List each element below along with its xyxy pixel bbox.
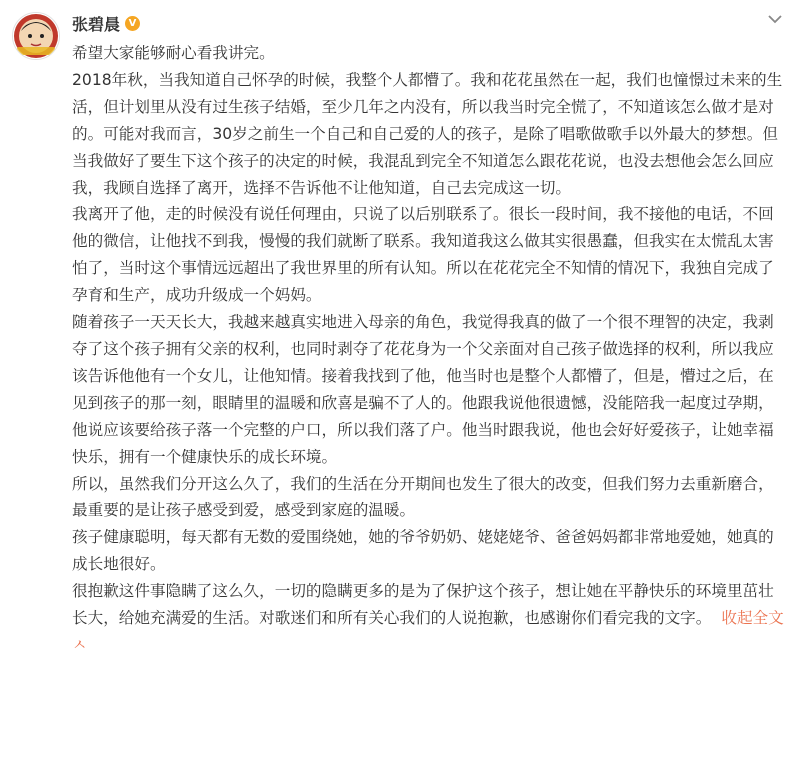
- post-paragraph-last: [72, 578, 786, 659]
- author-name[interactable]: 张碧晨: [72, 15, 121, 34]
- avatar-image: [13, 13, 59, 59]
- post-body: [72, 40, 786, 659]
- post-paragraph: 我离开了他，走的时候没有说任何理由，只说了以后别联系了。很长一段时间，我不接他的电话，不回他的微信，让他找不到我，慢慢的我们就断了联系。我知道我这么做其实很愚蠢，但我实在太慌乱太害怕了，当时这个事情远远超出了我世界里的所有认知。所以在花花完全不知情的情况下，我独自完成了孕育和生产，成功升级成一个妈妈。: [72, 205, 774, 305]
- post-paragraph-text: 很抱歉这件事隐瞒了这么久，一切的隐瞒更多的是为了保护这个孩子，想让她在平静快乐的环境里茁壮长大，给她充满爱的生活。对歌迷们和所有关心我们的人说抱歉，也感谢你们看完我的文字。: [72, 582, 774, 628]
- post-paragraph: 孩子健康聪明，每天都有无数的爱围绕她，她的爷爷奶奶、姥姥姥爷、爸爸妈妈都非常地爱她，她真的成长地很好。: [72, 528, 774, 574]
- collapse-label: 收起全文: [721, 609, 784, 628]
- post-paragraph: 所以，虽然我们分开这么久了，我们的生活在分开期间也发生了很大的改变，但我们努力去重新磨合，最重要的是让孩子感受到爱，感受到家庭的温暖。: [72, 474, 774, 520]
- chevron-down-icon[interactable]: [768, 14, 782, 24]
- post-paragraph: 希望大家能够耐心看我讲完。: [72, 44, 275, 62]
- collapse-arrow-icon: ㅅ: [72, 635, 88, 654]
- post-paragraph: 2018年秋，当我知道自己怀孕的时候，我整个人都懵了。我和花花虽然在一起，我们也憧憬过未来的生活，但计划里从没有过生孩子结婚，至少几年之内没有，所以我当时完全慌了，不知道该怎么做才是对的。可能对我而言，30岁之前生一个自己和自己爱的人的孩子，是除了唱歌做歌手以外最大的梦想。但当我做好了要生下这个孩子的决定的时候，我混乱到完全不知道怎么跟花花说，也没去想他会怎么回应我，我顾自选择了离开，选择不告诉他不让他知道，自己去完成这一切。: [72, 70, 783, 197]
- verified-v-icon: V: [125, 16, 140, 31]
- avatar[interactable]: [12, 12, 60, 60]
- post-header: [72, 12, 140, 35]
- post-paragraph: 随着孩子一天天长大，我越来越真实地进入母亲的角色，我觉得我真的做了一个很不理智的决定，我剥夺了这个孩子拥有父亲的权利，也同时剥夺了花花身为一个父亲面对自己孩子做选择的权利，所以我应该告诉他他有一个女儿，让他知情。接着我找到了他，他当时也是整个人都懵了，但是，懵过之后，在见到孩子的那一刻，眼睛里的温暖和欣喜是骗不了人的。他跟我说他很遗憾，没能陪我一起度过孕期，他说应该要给孩子落一个完整的户口，所以我们落了户。他当时跟我说，他也会好好爱孩子，让她幸福快乐，拥有一个健康快乐的成长环境。: [72, 313, 774, 466]
